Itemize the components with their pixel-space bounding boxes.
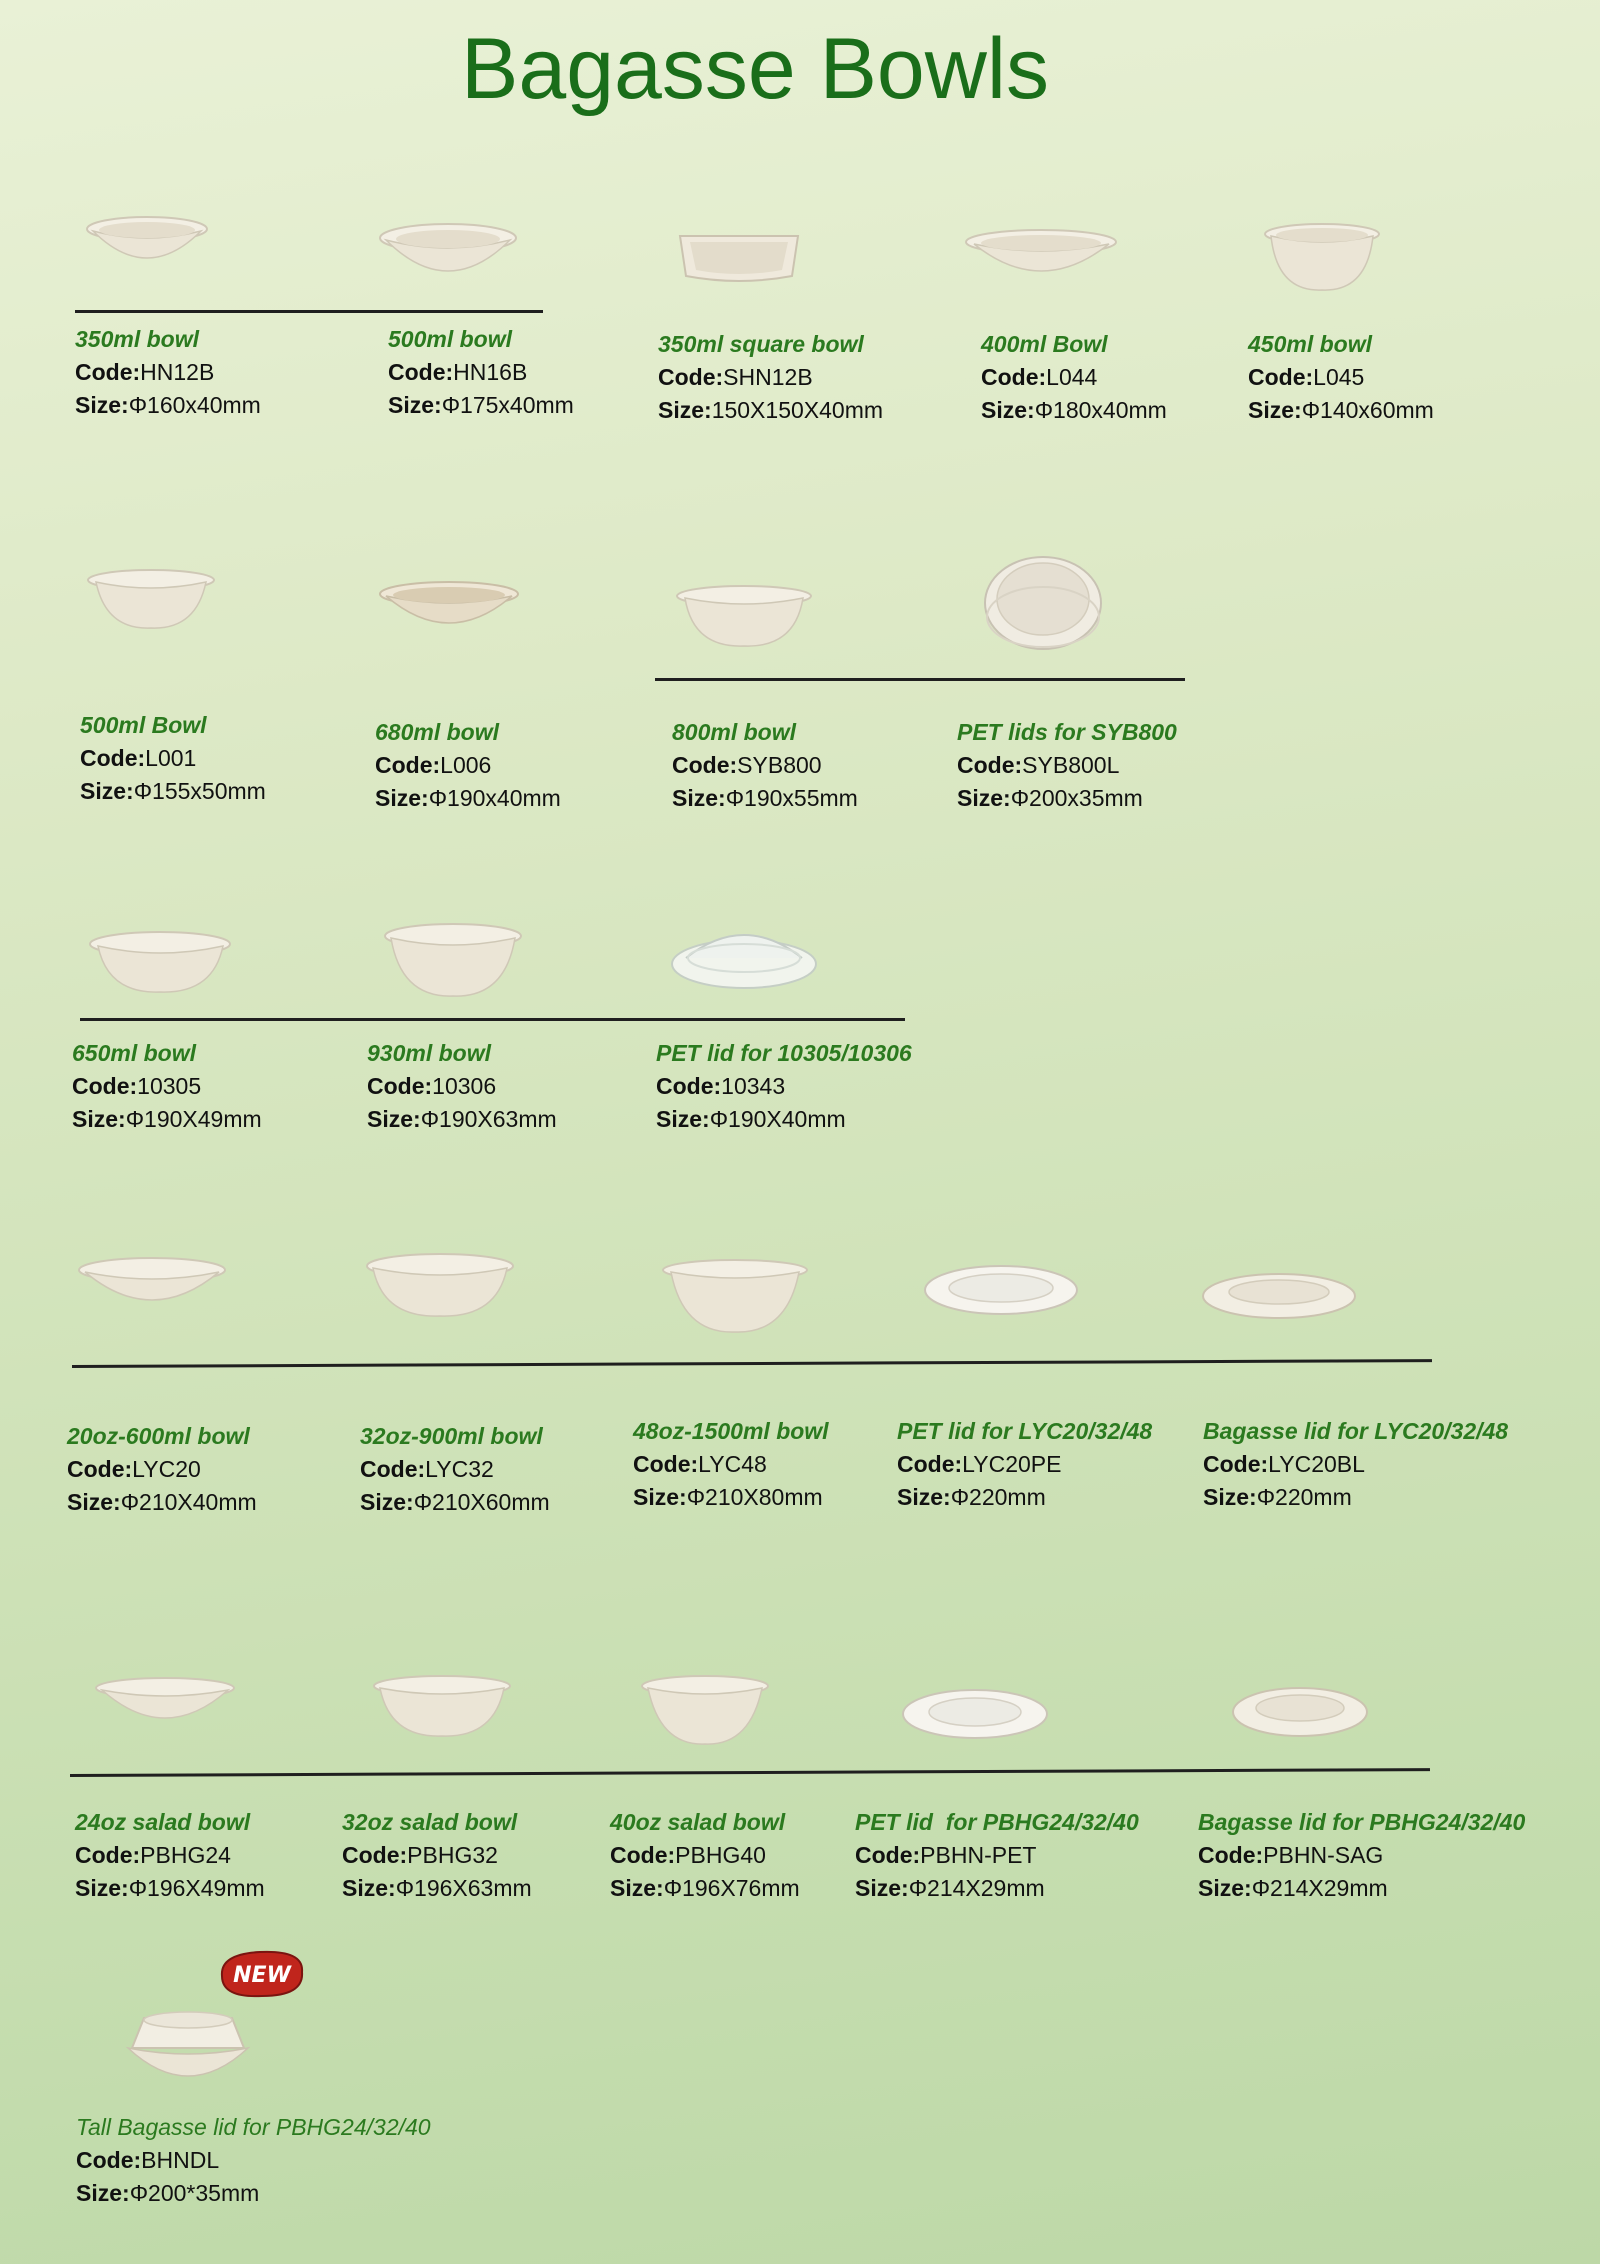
product-name: 48oz-1500ml bowl <box>633 1418 829 1444</box>
product-size: Size:Φ214X29mm <box>855 1875 1045 1901</box>
bowl-image <box>1263 222 1381 294</box>
product-name: 40oz salad bowl <box>610 1809 786 1835</box>
new-badge <box>216 1946 308 2007</box>
product-code: Code:10306 <box>367 1073 497 1099</box>
product-name: 32oz-900ml bowl <box>360 1423 543 1449</box>
product-name: 930ml bowl <box>367 1040 491 1066</box>
bowl-image <box>372 1674 512 1738</box>
product-code: Code:PBHG24 <box>75 1842 231 1868</box>
bowl-image <box>77 1256 227 1312</box>
product-name: PET lids for SYB800 <box>957 719 1177 745</box>
product-name: 350ml square bowl <box>658 331 864 357</box>
product-code: Code:BHNDL <box>76 2147 220 2173</box>
product-size: Size:Φ210X80mm <box>633 1484 823 1510</box>
new-badge-text: NEW <box>233 1963 291 1988</box>
product-item <box>1248 328 1548 427</box>
bowl-image <box>378 222 518 288</box>
pet-lid-image <box>922 1258 1080 1322</box>
product-code: Code:SYB800L <box>957 752 1120 778</box>
product-code: Code:L006 <box>375 752 492 778</box>
product-code: Code:SYB800 <box>672 752 822 778</box>
product-item <box>76 2111 431 2210</box>
product-code: Code:LYC20 <box>67 1456 201 1482</box>
product-size: Size:Φ175x40mm <box>388 392 574 418</box>
square-bowl-image <box>674 228 804 288</box>
product-item <box>957 716 1257 815</box>
divider-row-5 <box>70 1768 1430 1777</box>
product-code: Code:LYC20PE <box>897 1451 1062 1477</box>
divider-row-4 <box>72 1359 1432 1368</box>
bowl-image <box>640 1674 770 1746</box>
product-size: Size:Φ214X29mm <box>1198 1875 1388 1901</box>
product-name: 800ml bowl <box>672 719 796 745</box>
product-code: Code:PBHN-SAG <box>1198 1842 1384 1868</box>
product-item <box>67 1420 367 1519</box>
product-size: Size:Φ220mm <box>897 1484 1046 1510</box>
tall-lid-image <box>122 2008 254 2092</box>
product-code: Code:PBHN-PET <box>855 1842 1037 1868</box>
product-size: Size:Φ196X49mm <box>75 1875 265 1901</box>
product-size: Size:Φ190X40mm <box>656 1106 846 1132</box>
product-name: 350ml bowl <box>75 326 199 352</box>
page-title: Bagasse Bowls <box>461 21 1049 117</box>
product-name: 650ml bowl <box>72 1040 196 1066</box>
bowl-image <box>85 215 210 275</box>
bowl-image <box>378 580 520 640</box>
product-code: Code:10305 <box>72 1073 202 1099</box>
product-item <box>672 716 972 815</box>
product-size: Size:Φ210X40mm <box>67 1489 257 1515</box>
product-size: Size:Φ140x60mm <box>1248 397 1434 423</box>
product-item <box>388 323 688 422</box>
product-item <box>72 1037 372 1136</box>
lid-image <box>983 553 1103 653</box>
product-name: 450ml bowl <box>1248 331 1372 357</box>
product-code: Code:PBHG40 <box>610 1842 766 1868</box>
product-name: 24oz salad bowl <box>75 1809 251 1835</box>
bowl-image <box>675 584 813 650</box>
product-size: Size:Φ190X49mm <box>72 1106 262 1132</box>
bowl-image <box>88 930 233 994</box>
product-item <box>981 328 1281 427</box>
pet-lid-image <box>900 1682 1050 1746</box>
bowl-image <box>964 228 1119 288</box>
product-size: Size:Φ155x50mm <box>80 778 266 804</box>
product-item <box>1203 1415 1509 1514</box>
product-name: 680ml bowl <box>375 719 499 745</box>
product-size: Size:Φ190X63mm <box>367 1106 557 1132</box>
product-name: PET lid for 10305/10306 <box>656 1040 912 1066</box>
product-item <box>75 323 375 422</box>
product-item <box>80 709 380 808</box>
product-name: PET lid for PBHG24/32/40 <box>855 1809 1139 1835</box>
product-size: Size:150X150X40mm <box>658 397 884 423</box>
product-code: Code:PBHG32 <box>342 1842 498 1868</box>
product-item <box>633 1415 933 1514</box>
product-code: Code:L045 <box>1248 364 1365 390</box>
product-size: Size:Φ190x55mm <box>672 785 858 811</box>
product-code: Code:LYC32 <box>360 1456 494 1482</box>
divider-row-3 <box>80 1018 905 1021</box>
product-size: Size:Φ180x40mm <box>981 397 1167 423</box>
product-name: Tall Bagasse lid for PBHG24/32/40 <box>76 2114 431 2140</box>
product-item <box>658 328 958 427</box>
bagasse-lid-image <box>1230 1682 1370 1744</box>
product-item <box>1198 1806 1526 1905</box>
product-item <box>360 1420 660 1519</box>
bagasse-lid-image <box>1200 1268 1358 1324</box>
product-size: Size:Φ160x40mm <box>75 392 261 418</box>
bowl-image <box>94 1676 236 1732</box>
product-name: 20oz-600ml bowl <box>67 1423 250 1449</box>
product-code: Code:SHN12B <box>658 364 813 390</box>
divider-row-2 <box>655 678 1185 681</box>
product-size: Size:Φ210X60mm <box>360 1489 550 1515</box>
product-size: Size:Φ200*35mm <box>76 2180 260 2206</box>
product-code: Code:HN16B <box>388 359 528 385</box>
divider-row-1 <box>75 310 543 313</box>
pet-lid-image <box>668 918 820 998</box>
product-item <box>75 1806 375 1905</box>
product-name: Bagasse lid for LYC20/32/48 <box>1203 1418 1509 1444</box>
product-size: Size:Φ220mm <box>1203 1484 1352 1510</box>
product-item <box>656 1037 956 1136</box>
bowl-image <box>383 922 523 998</box>
product-item <box>897 1415 1197 1514</box>
product-name: Bagasse lid for PBHG24/32/40 <box>1198 1809 1526 1835</box>
product-code: Code:LYC20BL <box>1203 1451 1365 1477</box>
bowl-image <box>661 1258 809 1334</box>
product-code: Code:10343 <box>656 1073 786 1099</box>
product-name: 400ml Bowl <box>981 331 1108 357</box>
product-item <box>375 716 675 815</box>
product-name: PET lid for LYC20/32/48 <box>897 1418 1153 1444</box>
product-code: Code:L001 <box>80 745 197 771</box>
bowl-image <box>365 1252 515 1318</box>
product-code: Code:HN12B <box>75 359 215 385</box>
product-size: Size:Φ190x40mm <box>375 785 561 811</box>
product-item <box>342 1806 642 1905</box>
product-code: Code:LYC48 <box>633 1451 767 1477</box>
product-name: 500ml Bowl <box>80 712 207 738</box>
product-code: Code:L044 <box>981 364 1098 390</box>
bowl-image <box>86 568 216 630</box>
product-item <box>855 1806 1155 1905</box>
product-size: Size:Φ200x35mm <box>957 785 1143 811</box>
product-size: Size:Φ196X63mm <box>342 1875 532 1901</box>
product-size: Size:Φ196X76mm <box>610 1875 800 1901</box>
product-item <box>367 1037 667 1136</box>
product-name: 500ml bowl <box>388 326 512 352</box>
product-name: 32oz salad bowl <box>342 1809 518 1835</box>
